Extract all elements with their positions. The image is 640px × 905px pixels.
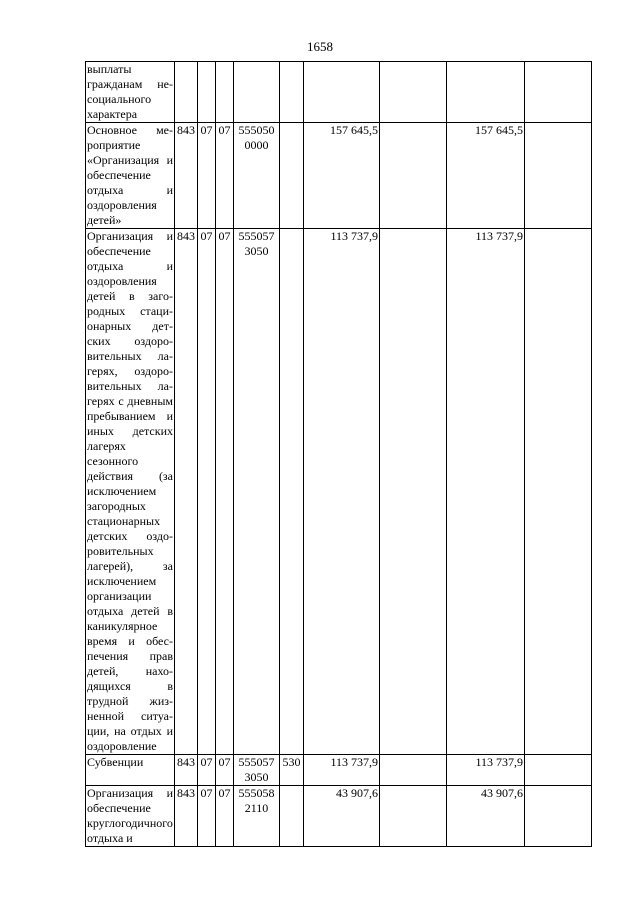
- amount-col4: [525, 229, 592, 755]
- expense-type-code: [280, 786, 304, 847]
- expense-type-code: [280, 123, 304, 229]
- item-name: Организация и обеспечение отдыха и оздоровления детей в загородных стационарных детских оздоровительных лагерях, оздоровительных лагерях с дневным пребыванием и иных детских лагерях сезонного действия (за исключением загородных стационарных детских оздоровительных лагерей), за исключением организации отдыха детей в каникулярное время и обеспечения прав детей, находящихся в трудной жизненной ситуации, на отдых и оздоровление: [87, 229, 173, 753]
- amount-col2: [380, 229, 447, 755]
- amount-col2: [380, 62, 447, 123]
- subsection-code: 07: [216, 755, 234, 786]
- target-article-code: 555050 0000: [234, 123, 280, 229]
- table-row: [86, 786, 592, 847]
- amount-total: [304, 62, 380, 123]
- amount-total: 43 907,6: [304, 786, 380, 847]
- amount-col3: 43 907,6: [447, 786, 525, 847]
- ministry-code: [175, 62, 198, 123]
- amount-col3: 157 645,5: [447, 123, 525, 229]
- section-code: [198, 62, 216, 123]
- expense-type-code: [280, 62, 304, 123]
- amount-col4: [525, 786, 592, 847]
- table-row: [86, 229, 592, 755]
- item-name: Субвенции: [86, 755, 175, 786]
- expense-type-code: [280, 229, 304, 755]
- amount-col3: 113 737,9: [447, 229, 525, 755]
- target-article-code: 555057 3050: [234, 229, 280, 755]
- section-code: 07: [198, 755, 216, 786]
- section-code: 07: [198, 786, 216, 847]
- target-article-code: [234, 62, 280, 123]
- target-article-code: 555058 2110: [234, 786, 280, 847]
- item-name: выплаты гражданам несоциального характера: [87, 62, 173, 121]
- subsection-code: [216, 62, 234, 123]
- budget-table: [85, 61, 592, 847]
- table-row: [86, 62, 592, 123]
- amount-col3: 113 737,9: [447, 755, 525, 786]
- item-name: Организация и обеспечение круглогодичного отдыха и: [87, 786, 173, 845]
- table-row: [86, 123, 592, 229]
- amount-total: 113 737,9: [304, 755, 380, 786]
- amount-col2: [380, 755, 447, 786]
- amount-total: 157 645,5: [304, 123, 380, 229]
- page-number: 1658: [307, 39, 333, 54]
- item-name: Основное мероприятие «Организация и обеспечение отдыха и оздоровления детей»: [87, 123, 173, 227]
- subsection-code: 07: [216, 229, 234, 755]
- subsection-code: 07: [216, 786, 234, 847]
- expense-type-code: 530: [280, 755, 304, 786]
- ministry-code: 843: [175, 123, 198, 229]
- amount-col4: [525, 62, 592, 123]
- ministry-code: 843: [175, 755, 198, 786]
- amount-total: 113 737,9: [304, 229, 380, 755]
- ministry-code: 843: [175, 786, 198, 847]
- section-code: 07: [198, 123, 216, 229]
- section-code: 07: [198, 229, 216, 755]
- amount-col2: [380, 123, 447, 229]
- ministry-code: 843: [175, 229, 198, 755]
- amount-col3: [447, 62, 525, 123]
- amount-col4: [525, 123, 592, 229]
- table-row: [86, 755, 592, 786]
- subsection-code: 07: [216, 123, 234, 229]
- amount-col2: [380, 786, 447, 847]
- amount-col4: [525, 755, 592, 786]
- target-article-code: 555057 3050: [234, 755, 280, 786]
